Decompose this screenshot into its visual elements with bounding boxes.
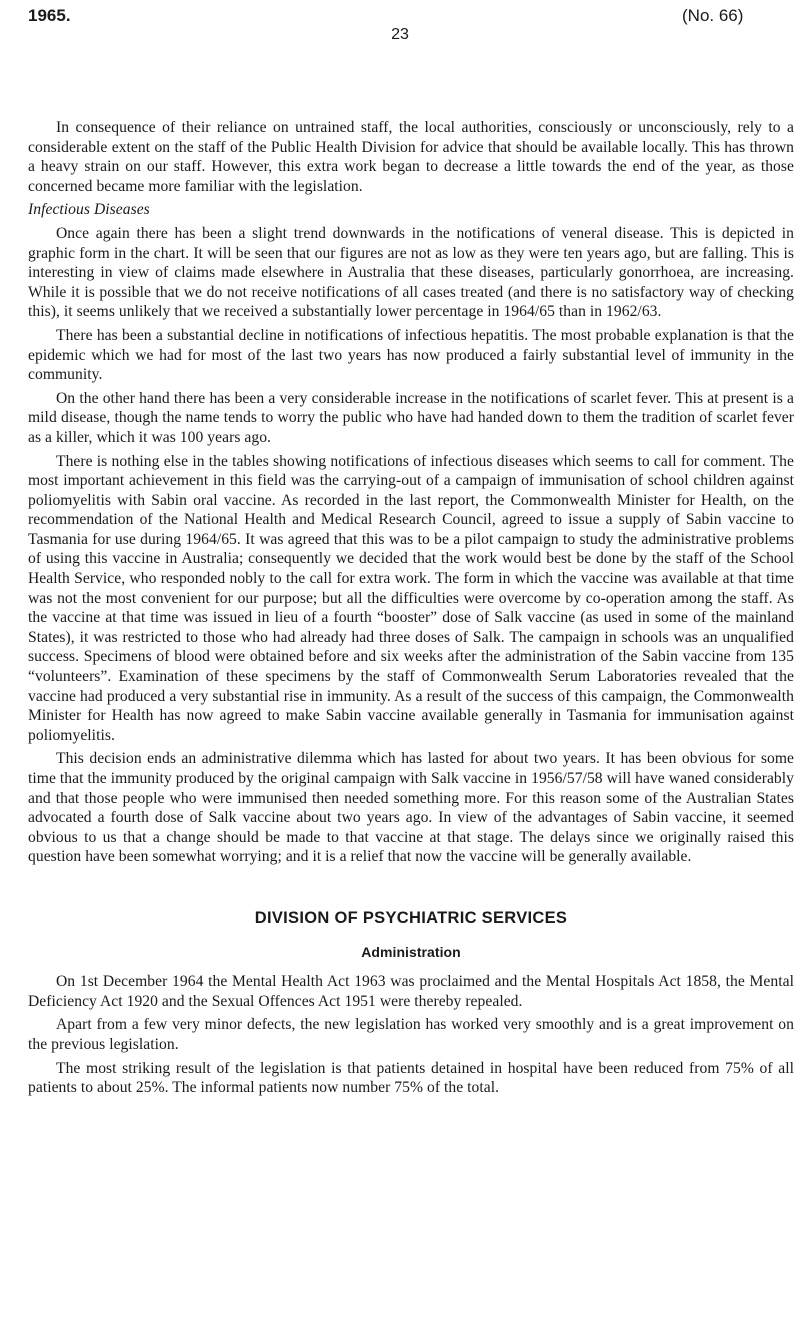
- page-number: 23: [391, 26, 409, 43]
- paragraph-veneral-disease: Once again there has been a slight trend downwards in the notifications of veneral disease. This is depicted in graphic form in the chart. It will be seen that our figures are not as low as they were ten years ago, but are falling. This is interesting in view of claims made elsewhere in Australia that these diseases, particularly gonorrhoea, are increasing. While it is possible that we do not receive notifications of all cases treated (and there is no satisfactory way of checking this), it seems unlikely that we received a substantially lower percentage in 1964/65 than in 1962/63.: [28, 224, 794, 321]
- administration-subheading: Administration: [361, 943, 461, 960]
- psychiatric-services-heading: DIVISION OF PSYCHIATRIC SERVICES: [254, 908, 568, 927]
- intro-paragraph: In consequence of their reliance on untrained staff, the local authorities, consciously or unconsciously, rely to a considerable extent on the staff of the Public Health Division for advice that should be available locally. This has thrown a heavy strain on our staff. However, this extra work began to decrease a little towards the end of the year, as those concerned became more familiar with the legislation.: [28, 119, 794, 195]
- paragraph-sabin-campaign: There is nothing else in the tables showing notifications of infectious diseases which seems to call for comment. The most important achievement in this field was the carrying-out of a campaign of immunisation of school children against poliomyelitis with Sabin oral vaccine. As recorded in the last report, the Commonwealth Minister for Health, on the recommendation of the National Health and Medical Research Council, agreed to issue a supply of Sabin vaccine to Tasmania for use during 1964/65. It was agreed that this was to be a pilot campaign to study the administrative problems of using this vaccine in Australia; consequently we decided that the work would best be done by the staff of the School Health Service, who responded nobly to the call for extra work. The form in which the vaccine was available at that time was not the most convenient for our purpose; but all the difficulties were overcome by co-operation among the staff. As the vaccine at that time was issued in lieu of a fourth “booster” dose of Salk vaccine (as used in some of the mainland States), it was restricted to those who had already had three doses of Salk. The campaign in schools was an unqualified success. Specimens of blood were obtained before and six weeks after the administration of the Sabin vaccine from 135 “volunteers”. Examination of these specimens by the staff of Commonwealth Serum Laboratories revealed that the vaccine had produced a very substantial rise in immunity. As a result of the success of this campaign, the Commonwealth Minister for Health has now agreed to make Sabin vaccine available generally in Tasmania for immunisation against poliomyelitis.: [28, 452, 794, 744]
- paragraph-patients-detained: The most striking result of the legislation is that patients detained in hospital have been reduced from 75% of all patients to about 25%. The informal patients now number 75% of the total.: [28, 1059, 794, 1097]
- paragraph-administrative-dilemma: This decision ends an administrative dilemma which has lasted for about two years. It has been obvious for some time that the immunity produced by the original campaign with Salk vaccine in 1956/57/58 will have waned considerably and that those people who were immunised then needed something more. For this reason some of the Australian States advocated a fourth dose of Salk vaccine about two years ago. In view of the advantages of Sabin vaccine, it seemed obvious to us that a change should be made to that vaccine at that stage. The delays since we originally raised this question have been somewhat worrying; and it is a relief that now the vaccine will be generally available.: [28, 750, 794, 866]
- paragraph-mental-health-act: On 1st December 1964 the Mental Health Act 1963 was proclaimed and the Mental Hospitals Act 1858, the Mental Deficiency Act 1920 and the Sexual Offences Act 1951 were thereby repealed.: [28, 973, 794, 1010]
- header-issue-number: (No. 66): [682, 6, 744, 25]
- infectious-diseases-subheading: Infectious Diseases: [28, 201, 150, 219]
- paragraph-scarlet-fever: On the other hand there has been a very considerable increase in the notifications of scarlet fever. This at present is a mild disease, though the name tends to worry the public who have had handed down to them the tradition of scarlet fever as a killer, which it was 100 years ago.: [28, 389, 794, 446]
- paragraph-legislation-improvement: Apart from a few very minor defects, the new legislation has worked very smoothly and is a great improvement on the previous legislation.: [28, 1016, 794, 1053]
- paragraph-hepatitis: There has been a substantial decline in notifications of infectious hepatitis. The most probable explanation is that the epidemic which we had for most of the last two years has now produced a fairly substantial level of immunity in the community.: [28, 326, 794, 384]
- body-text: [28, 118, 794, 1102]
- header-year: 1965.: [28, 6, 71, 25]
